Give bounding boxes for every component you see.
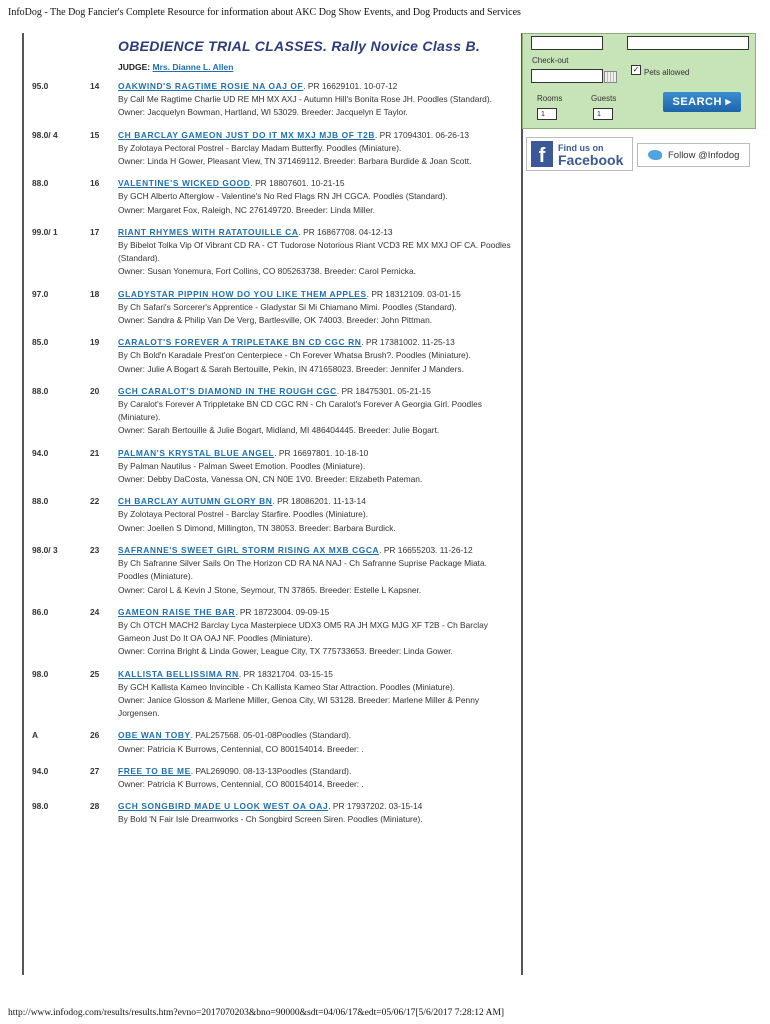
judge-label: JUDGE: bbox=[118, 62, 151, 72]
entry-number: 20 bbox=[90, 385, 100, 396]
entry-title-line bbox=[118, 336, 512, 349]
entry-number: 21 bbox=[90, 447, 100, 458]
results-panel bbox=[28, 38, 512, 836]
entry-registration: . PR 18321704. 03-15-15 bbox=[238, 668, 333, 679]
entry-detail-line: By Palman Nautilus - Palman Sweet Emotion. Poodles (Miniature). bbox=[118, 460, 366, 471]
entry-detail-line: Owner: Margaret Fox, Raleigh, NC 276149720. Breeder: Linda Miller. bbox=[118, 204, 375, 215]
entry-detail-line: Owner: Susan Yonemura, Fort Collins, CO 805263738. Breeder: Carol Pernicka. bbox=[118, 266, 416, 277]
entry-number: 16 bbox=[90, 178, 100, 189]
result-entry bbox=[28, 129, 512, 169]
guests-select[interactable]: 1 bbox=[593, 108, 613, 120]
dog-name-link[interactable]: VALENTINE'S WICKED GOOD bbox=[118, 178, 251, 189]
entry-number: 19 bbox=[90, 337, 100, 348]
entry-detail-line: Owner: Joellen S Dimond, Millington, TN 38053. Breeder: Barbara Burdick. bbox=[118, 522, 396, 533]
entry-title-line bbox=[118, 288, 512, 301]
facebook-big-text: Facebook bbox=[558, 152, 624, 168]
pets-allowed-checkbox[interactable]: ✓ bbox=[632, 65, 640, 74]
entry-detail-line: By Bibelot Tolka Vip Of Vibrant CD RA - CT Tudorose Notorious Riant VCD3 RE MX MXJ OF CA. Poodles (Standard). bbox=[118, 240, 511, 264]
entry-detail-line: By Caralot's Forever A Trippletake BN CD CGC RN - Ch Caralot's Forever A Georgia Girl. Poodles (Miniature). bbox=[118, 399, 482, 423]
dog-name-link[interactable]: OBE WAN TOBY bbox=[118, 730, 191, 741]
entry-number: 27 bbox=[90, 765, 100, 776]
facebook-small-text: Find us on bbox=[558, 143, 604, 153]
entry-detail-line: By Ch Safari's Sorcerer's Apprentice - Gladystar Si Mi Chiamano Mimi. Poodles (Standard). bbox=[118, 301, 457, 312]
entry-title-line bbox=[118, 80, 512, 93]
entry-details bbox=[118, 177, 512, 217]
dog-name-link[interactable]: RIANT RHYMES WITH RATATOUILLE CA bbox=[118, 226, 299, 237]
entry-details bbox=[118, 668, 512, 721]
entry-registration: . PR 16629101. 10-07-12 bbox=[303, 81, 398, 91]
facebook-button[interactable] bbox=[526, 137, 633, 171]
entry-detail-line: By Zolotaya Pectoral Postrel - Barclay Starfire. Poodles (Miniature). bbox=[118, 509, 368, 520]
entry-score: A bbox=[32, 730, 39, 741]
entry-registration: . PR 18312109. 03-01-15 bbox=[366, 288, 461, 299]
entry-registration: . PR 16697801. 10-18-10 bbox=[274, 447, 369, 458]
dog-name-link[interactable]: GCH SONGBIRD MADE U LOOK WEST OA OAJ bbox=[118, 801, 329, 812]
twitter-bird-icon bbox=[648, 150, 662, 160]
result-entry bbox=[28, 226, 512, 279]
rooms-select[interactable]: 1 bbox=[537, 108, 557, 120]
entry-score: 88.0 bbox=[32, 385, 49, 396]
entry-registration: . PR 18086201. 11-13-14 bbox=[272, 496, 366, 507]
entry-registration: . PR 17937202. 03-15-14 bbox=[328, 801, 423, 812]
entry-details bbox=[118, 729, 512, 755]
entry-details bbox=[118, 385, 512, 438]
entry-number: 18 bbox=[90, 288, 100, 299]
entry-score: 88.0 bbox=[32, 178, 49, 189]
entry-details bbox=[118, 336, 512, 376]
entry-title-line bbox=[118, 177, 512, 190]
result-entry bbox=[28, 288, 512, 328]
search-button[interactable]: SEARCH ▸ bbox=[663, 92, 741, 112]
entry-detail-line: Owner: Sandra & Philip Van De Verg, Bartlesville, OK 74003. Breeder: John Pittman. bbox=[118, 315, 433, 326]
checkout-input[interactable] bbox=[531, 69, 603, 83]
dog-name-link[interactable]: CH BARCLAY GAMEON JUST DO IT MX MXJ MJB OF T2B bbox=[118, 129, 376, 140]
checkin-field[interactable] bbox=[531, 36, 603, 50]
entry-number: 28 bbox=[90, 801, 100, 812]
entry-registration: . PR 17381002. 11-25-13 bbox=[361, 337, 455, 348]
result-entry bbox=[28, 177, 512, 217]
dog-name-link[interactable]: GLADYSTAR PIPPIN HOW DO YOU LIKE THEM APPLES bbox=[118, 288, 367, 299]
entry-number: 24 bbox=[90, 606, 100, 617]
result-entry bbox=[28, 800, 512, 826]
entry-title-line bbox=[118, 765, 512, 778]
entry-registration: . PAL257568. 05-01-08Poodles (Standard). bbox=[190, 730, 352, 741]
checkout-label: Check-out bbox=[532, 56, 569, 65]
class-title: OBEDIENCE TRIAL CLASSES. Rally Novice Class B. bbox=[118, 38, 481, 54]
entry-details bbox=[118, 447, 512, 487]
entry-details bbox=[118, 80, 512, 120]
entry-details bbox=[118, 129, 512, 169]
entry-title-line bbox=[118, 544, 512, 557]
pets-allowed-label: Pets allowed bbox=[644, 68, 690, 77]
entry-detail-line: Owner: Janice Glosson & Marlene Miller, Genoa City, WI 53128. Breeder: Marlene Miller & Penny Jorgensen. bbox=[118, 694, 480, 719]
entry-registration: . PR 17094301. 06-26-13 bbox=[375, 129, 470, 140]
entry-title-line bbox=[118, 668, 512, 681]
entry-detail-line: Owner: Linda H Gower, Pleasant View, TN 371469112. Breeder: Barbara Burdide & Joan Scott. bbox=[118, 156, 472, 167]
entry-detail-line: By Call Me Ragtime Charlie UD RE MH MX AXJ - Autumn Hill's Bonita Rose JH. Poodles (Standard). bbox=[118, 94, 492, 105]
print-footer: http://www.infodog.com/results/results.htm?evno=2017070203&bno=90000&sdt=04/06/17&edt=05/06/17[5/6/2017 7:28:12 AM] bbox=[8, 1008, 505, 1018]
entry-details bbox=[118, 765, 512, 791]
entry-detail-line: By GCH Kallista Kameo Invincible - Ch Kallista Kameo Star Attraction. Poodles (Miniature). bbox=[118, 681, 455, 692]
entry-detail-line: By Ch Bold'n Karadale Prest'on Centerpiece - Ch Forever Whatsa Brush?. Poodles (Miniature). bbox=[118, 350, 471, 361]
entry-detail-line: Owner: Carol L & Kevin J Stone, Seymour, TN 37865. Breeder: Estelle L Kapsner. bbox=[118, 584, 422, 595]
result-entry bbox=[28, 495, 512, 535]
entry-title-line bbox=[118, 385, 512, 398]
hotel-search-panel bbox=[522, 33, 756, 129]
entry-score: 85.0 bbox=[32, 337, 49, 348]
dog-name-link[interactable]: CH BARCLAY AUTUMN GLORY BN bbox=[118, 496, 273, 507]
entry-score: 97.0 bbox=[32, 288, 49, 299]
entry-score: 95.0 bbox=[32, 81, 49, 91]
result-entry bbox=[28, 544, 512, 597]
entry-number: 25 bbox=[90, 668, 100, 679]
entry-details bbox=[118, 544, 512, 597]
entry-details bbox=[118, 288, 512, 328]
entries-list bbox=[28, 80, 512, 827]
entry-title-line bbox=[118, 606, 512, 619]
entry-detail-line: Owner: Patricia K Burrows, Centennial, CO 800154014. Breeder: . bbox=[118, 778, 364, 789]
entry-score: 98.0/ 3 bbox=[32, 544, 58, 555]
entry-title-line bbox=[118, 800, 512, 813]
judge-name-link[interactable]: Mrs. Dianne L. Allen bbox=[152, 62, 234, 72]
entry-detail-line: By Bold 'N Fair Isle Dreamworks - Ch Songbird Screen Siren. Poodles (Miniature). bbox=[118, 814, 423, 825]
judge-line bbox=[118, 62, 512, 72]
result-entry bbox=[28, 668, 512, 721]
entry-title-line bbox=[118, 226, 512, 239]
dog-name-link[interactable]: OAKWIND'S RAGTIME ROSIE NA OAJ OF bbox=[118, 81, 304, 91]
entry-score: 94.0 bbox=[32, 447, 49, 458]
entry-details bbox=[118, 800, 512, 826]
entry-number: 26 bbox=[90, 730, 100, 741]
entry-registration: . PAL269090. 08-13-13Poodles (Standard). bbox=[190, 765, 352, 776]
result-entry bbox=[28, 729, 512, 755]
entry-detail-line: Owner: Debby DaCosta, Vanessa ON, CN N0E 1V0. Breeder: Elizabeth Pateman. bbox=[118, 474, 423, 485]
result-entry bbox=[28, 80, 512, 120]
entry-detail-line: By Ch OTCH MACH2 Barclay Lyca Masterpiece UDX3 OM5 RA JH MXG MJG XF T2B - Ch Barclay Gameon Just Do It OA OAJ NF. Poodles (Miniature). bbox=[118, 619, 488, 644]
entry-number: 23 bbox=[90, 544, 100, 555]
dog-name-link[interactable]: SAFRANNE'S SWEET GIRL STORM RISING AX MXB CGCA bbox=[118, 544, 380, 555]
facebook-icon: f bbox=[531, 141, 553, 167]
entry-score: 99.0/ 1 bbox=[32, 226, 58, 237]
rooms-label: Rooms bbox=[537, 94, 563, 103]
dog-name-link[interactable]: FREE TO BE ME bbox=[118, 765, 191, 776]
entry-registration: . PR 18475301. 05-21-15 bbox=[336, 385, 431, 396]
twitter-follow-button[interactable] bbox=[637, 143, 750, 167]
dog-name-link[interactable]: CARALOT'S FOREVER A TRIPLETAKE BN CD CGC RN bbox=[118, 337, 362, 348]
entry-score: 98.0 bbox=[32, 668, 49, 679]
entry-detail-line: Owner: Corrina Bright & Linda Gower, League City, TX 775733653. Breeder: Linda Gower. bbox=[118, 646, 453, 657]
calendar-icon[interactable] bbox=[604, 71, 617, 83]
entry-title-line bbox=[118, 495, 512, 508]
entry-score: 94.0 bbox=[32, 765, 49, 776]
entry-detail-line: By Zolotaya Pectoral Postrel - Barclay Madam Butterfly. Poodles (Miniature). bbox=[118, 142, 402, 153]
dog-name-link[interactable]: GCH CARALOT'S DIAMOND IN THE ROUGH CGC bbox=[118, 385, 337, 396]
dog-name-link[interactable]: GAMEON RAISE THE BAR bbox=[118, 606, 236, 617]
result-entry bbox=[28, 447, 512, 487]
result-entry bbox=[28, 385, 512, 438]
entry-score: 98.0 bbox=[32, 801, 49, 812]
destination-field[interactable] bbox=[627, 36, 749, 50]
entry-details bbox=[118, 226, 512, 279]
dog-name-link[interactable]: KALLISTA BELLISSIMA RN bbox=[118, 668, 239, 679]
entry-score: 98.0/ 4 bbox=[32, 129, 58, 140]
entry-detail-line: By Ch Safranne Silver Sails On The Horizon CD RA NA NAJ - Ch Safranne Suprise Package Miata. Poodles (Miniature). bbox=[118, 558, 487, 582]
entry-detail-line: By GCH Alberto Afterglow - Valentine's No Red Flags RN JH CGCA. Poodles (Standard). bbox=[118, 191, 448, 202]
entry-number: 15 bbox=[90, 129, 100, 140]
entry-title-line bbox=[118, 729, 512, 742]
entry-registration: . PR 16867708. 04-12-13 bbox=[298, 226, 393, 237]
entry-registration: . PR 18723004. 09-09-15 bbox=[235, 606, 330, 617]
entry-score: 86.0 bbox=[32, 606, 49, 617]
entry-title-line bbox=[118, 129, 512, 142]
entry-registration: . PR 18807601. 10-21-15 bbox=[250, 178, 345, 189]
print-header: InfoDog - The Dog Fancier's Complete Resource for information about AKC Dog Show Events, and Dog Products and Services bbox=[8, 7, 521, 18]
result-entry bbox=[28, 336, 512, 376]
entry-detail-line: Owner: Julie A Bogart & Sarah Bertouille, Pekin, IN 471658023. Breeder: Jennifer J Manders. bbox=[118, 363, 464, 374]
entry-registration: . PR 16655203. 11-26-12 bbox=[379, 544, 473, 555]
entry-detail-line: Owner: Sarah Bertouille & Julie Bogart, Midland, MI 486404445. Breeder: Julie Bogart. bbox=[118, 425, 440, 436]
entry-detail-line: Owner: Patricia K Burrows, Centennial, CO 800154014. Breeder: . bbox=[118, 743, 364, 754]
entry-detail-line: Owner: Jacquelyn Bowman, Hartland, WI 53029. Breeder: Jacquelyn E Taylor. bbox=[118, 107, 408, 118]
result-entry bbox=[28, 606, 512, 659]
entry-title-line bbox=[118, 447, 512, 460]
result-entry bbox=[28, 765, 512, 791]
entry-number: 14 bbox=[90, 81, 100, 91]
entry-score: 88.0 bbox=[32, 496, 49, 507]
guests-label: Guests bbox=[591, 94, 617, 103]
twitter-follow-label: Follow @Infodog bbox=[668, 149, 740, 161]
entry-details bbox=[118, 495, 512, 535]
entry-number: 17 bbox=[90, 226, 100, 237]
entry-number: 22 bbox=[90, 496, 100, 507]
dog-name-link[interactable]: PALMAN'S KRYSTAL BLUE ANGEL bbox=[118, 447, 275, 458]
entry-details bbox=[118, 606, 512, 659]
